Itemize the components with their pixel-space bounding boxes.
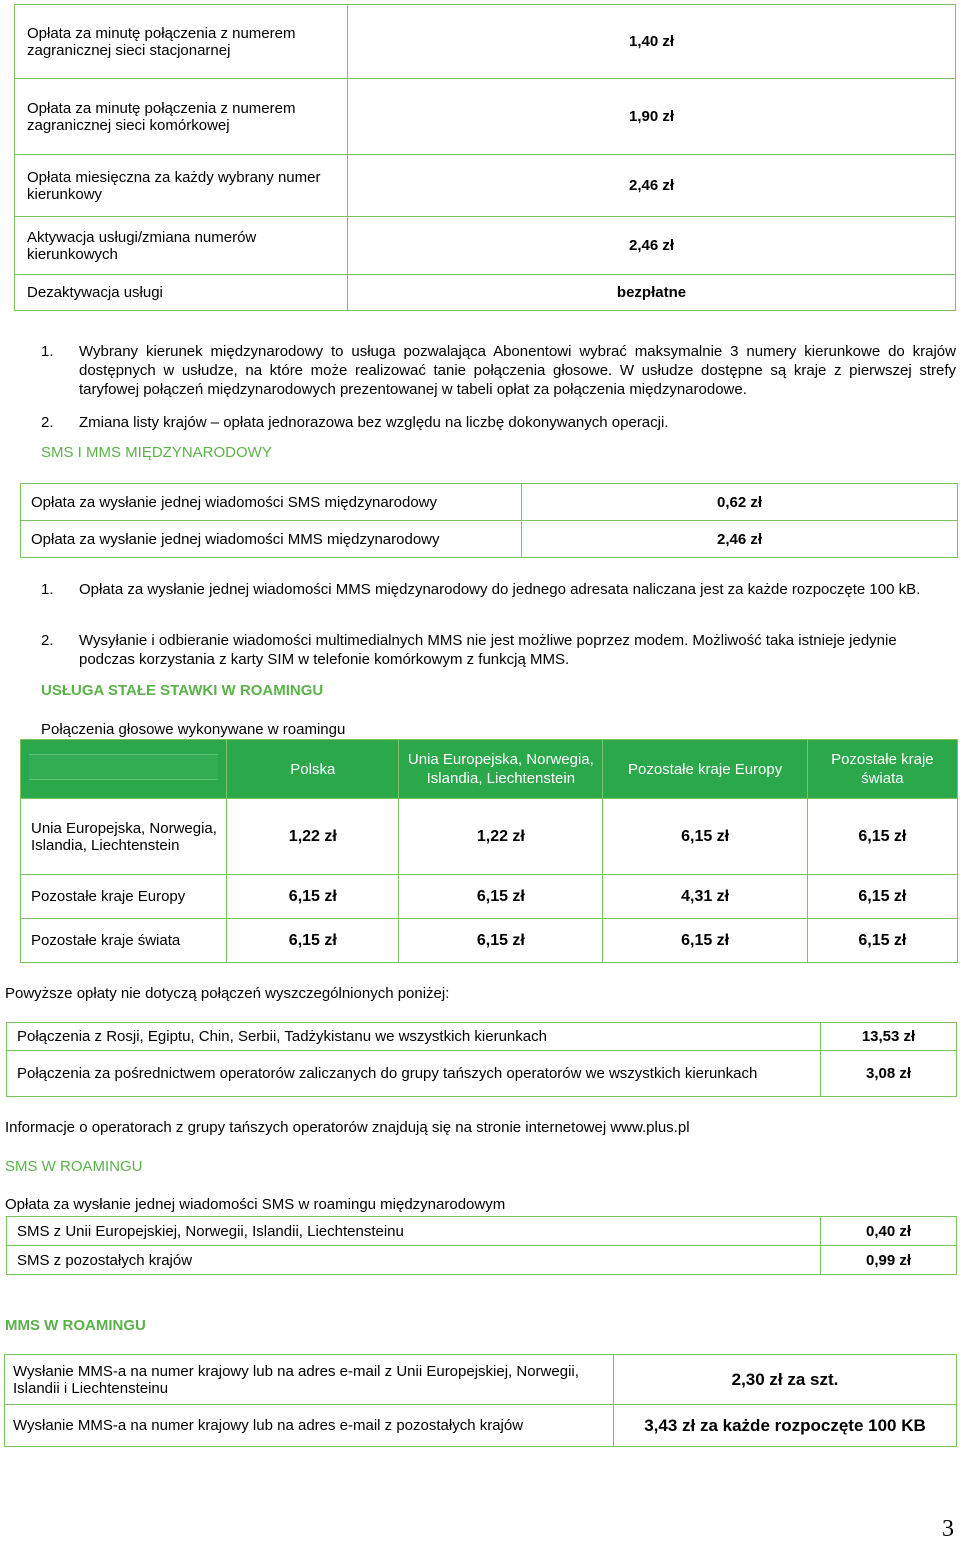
- row-label: Pozostałe kraje Europy: [21, 875, 227, 919]
- rate-label: Opłata za wysłanie jednej wiadomości MMS międzynarodowy: [21, 521, 522, 558]
- rate-value: 0,40 zł: [821, 1217, 957, 1246]
- note-text: Wysyłanie i odbieranie wiadomości multimedialnych MMS nie jest możliwe poprzez modem. Możliwość taka istnieje jedynie podczas korzystania z karty SIM w telefonie komórkowym z funkcją MMS.: [79, 632, 897, 668]
- cell-value: 6,15 zł: [603, 919, 807, 963]
- intl-rates-table: [14, 4, 956, 311]
- rate-value: 2,46 zł: [348, 155, 956, 217]
- rate-value: 3,08 zł: [821, 1051, 957, 1097]
- cell-value: 6,15 zł: [807, 875, 957, 919]
- rate-label: SMS z pozostałych krajów: [7, 1246, 821, 1275]
- rate-value: 0,99 zł: [821, 1246, 957, 1275]
- rate-label: Opłata za minutę połączenia z numerem zagranicznej sieci komórkowej: [15, 79, 348, 155]
- table-row: [21, 484, 958, 521]
- table-row: [21, 799, 958, 875]
- table-row: [21, 875, 958, 919]
- rate-label: Opłata miesięczna za każdy wybrany numer kierunkowy: [15, 155, 348, 217]
- cell-value: 6,15 zł: [399, 875, 603, 919]
- section-subheading: Opłata za wysłanie jednej wiadomości SMS w roamingu międzynarodowym: [5, 1196, 506, 1213]
- table-row: [5, 1355, 957, 1405]
- sms-mms-intl-table: [20, 483, 958, 558]
- note-number: 1.: [41, 343, 54, 360]
- rate-value: 3,43 zł za każde rozpoczęte 100 KB: [614, 1405, 957, 1447]
- table-row: [7, 1023, 957, 1051]
- table-row: [7, 1217, 957, 1246]
- rate-value: 2,46 zł: [522, 521, 958, 558]
- note-item: [41, 342, 956, 399]
- note-number: 2.: [41, 414, 54, 431]
- rate-label: Dezaktywacja usługi: [15, 275, 348, 311]
- cell-value: 6,15 zł: [807, 799, 957, 875]
- note-item: [41, 413, 956, 432]
- column-header: Unia Europejska, Norwegia, Islandia, Liechtenstein: [399, 740, 603, 799]
- rate-value: 1,90 zł: [348, 79, 956, 155]
- rate-label: Połączenia z Rosji, Egiptu, Chin, Serbii, Tadżykistanu we wszystkich kierunkach: [7, 1023, 821, 1051]
- column-header: Pozostałe kraje Europy: [603, 740, 807, 799]
- cell-value: 6,15 zł: [399, 919, 603, 963]
- section-subheading: Połączenia głosowe wykonywane w roamingu: [41, 721, 346, 738]
- table-row: [7, 1051, 957, 1097]
- row-label: Pozostałe kraje świata: [21, 919, 227, 963]
- rate-value: bezpłatne: [348, 275, 956, 311]
- roaming-flat-table: [20, 739, 958, 963]
- table-row: [15, 275, 956, 311]
- rate-value: 0,62 zł: [522, 484, 958, 521]
- rate-label: Połączenia za pośrednictwem operatorów zaliczanych do grupy tańszych operatorów we wszystkich kierunkach: [7, 1051, 821, 1097]
- row-label: Unia Europejska, Norwegia, Islandia, Liechtenstein: [21, 799, 227, 875]
- table-row: [15, 5, 956, 79]
- note-text: Zmiana listy krajów – opłata jednorazowa bez względu na liczbę dokonywanych operacji.: [79, 414, 669, 431]
- cell-value: 1,22 zł: [227, 799, 399, 875]
- section-heading: SMS I MMS MIĘDZYNARODOWY: [41, 444, 272, 461]
- rate-label: Wysłanie MMS-a na numer krajowy lub na adres e-mail z Unii Europejskiej, Norwegii, Islandii i Liechtensteinu: [5, 1355, 614, 1405]
- sms-roaming-table: [6, 1216, 957, 1275]
- section-heading: MMS W ROAMINGU: [5, 1317, 146, 1334]
- table-row: [15, 79, 956, 155]
- rate-value: 2,30 zł za szt.: [614, 1355, 957, 1405]
- table-row: [15, 217, 956, 275]
- rate-value: 2,46 zł: [348, 217, 956, 275]
- cell-value: 6,15 zł: [603, 799, 807, 875]
- rate-label: Wysłanie MMS-a na numer krajowy lub na adres e-mail z pozostałych krajów: [5, 1405, 614, 1447]
- table-row: [5, 1405, 957, 1447]
- section-heading: SMS W ROAMINGU: [5, 1158, 143, 1175]
- table-row: [21, 521, 958, 558]
- note-number: 1.: [41, 581, 54, 598]
- exceptions-intro: Powyższe opłaty nie dotyczą połączeń wyszczególnionych poniżej:: [5, 985, 450, 1002]
- header-corner: [21, 740, 227, 799]
- table-row: [21, 919, 958, 963]
- rate-value: 13,53 zł: [821, 1023, 957, 1051]
- rate-label: Aktywacja usługi/zmiana numerów kierunkowych: [15, 217, 348, 275]
- note-item: [41, 580, 956, 599]
- note-text: Opłata za wysłanie jednej wiadomości MMS międzynarodowy do jednego adresata naliczana jest za każde rozpoczęte 100 kB.: [79, 581, 921, 598]
- cell-value: 1,22 zł: [399, 799, 603, 875]
- note-text: Wybrany kierunek międzynarodowy to usługa pozwalająca Abonentowi wybrać maksymalnie 3 numery kierunkowe do krajów dostępnych w usłudze, na które może realizować tanie połączenia głosowe. W usłudze dostępne są kraje z pierwszej strefy taryfowej połączeń międzynarodowych prezentowanej w tabeli opłat za połączenia międzynarodowe.: [79, 343, 956, 398]
- table-header-row: [21, 740, 958, 799]
- rate-label: Opłata za minutę połączenia z numerem zagranicznej sieci stacjonarnej: [15, 5, 348, 79]
- rate-label: SMS z Unii Europejskiej, Norwegii, Islandii, Liechtensteinu: [7, 1217, 821, 1246]
- table-row: [15, 155, 956, 217]
- section-heading: USŁUGA STAŁE STAWKI W ROAMINGU: [41, 682, 324, 699]
- cell-value: 4,31 zł: [603, 875, 807, 919]
- column-header: Pozostałe kraje świata: [807, 740, 957, 799]
- note-item: [41, 631, 956, 669]
- page-number: 3: [942, 1516, 954, 1542]
- note-number: 2.: [41, 632, 54, 649]
- exceptions-table: [6, 1022, 957, 1097]
- cell-value: 6,15 zł: [227, 875, 399, 919]
- cell-value: 6,15 zł: [807, 919, 957, 963]
- cell-value: 6,15 zł: [227, 919, 399, 963]
- operators-info: Informacje o operatorach z grupy tańszych operatorów znajdują się na stronie internetowej www.plus.pl: [5, 1119, 690, 1136]
- rate-label: Opłata za wysłanie jednej wiadomości SMS międzynarodowy: [21, 484, 522, 521]
- column-header: Polska: [227, 740, 399, 799]
- mms-roaming-table: [4, 1354, 957, 1447]
- table-row: [7, 1246, 957, 1275]
- rate-value: 1,40 zł: [348, 5, 956, 79]
